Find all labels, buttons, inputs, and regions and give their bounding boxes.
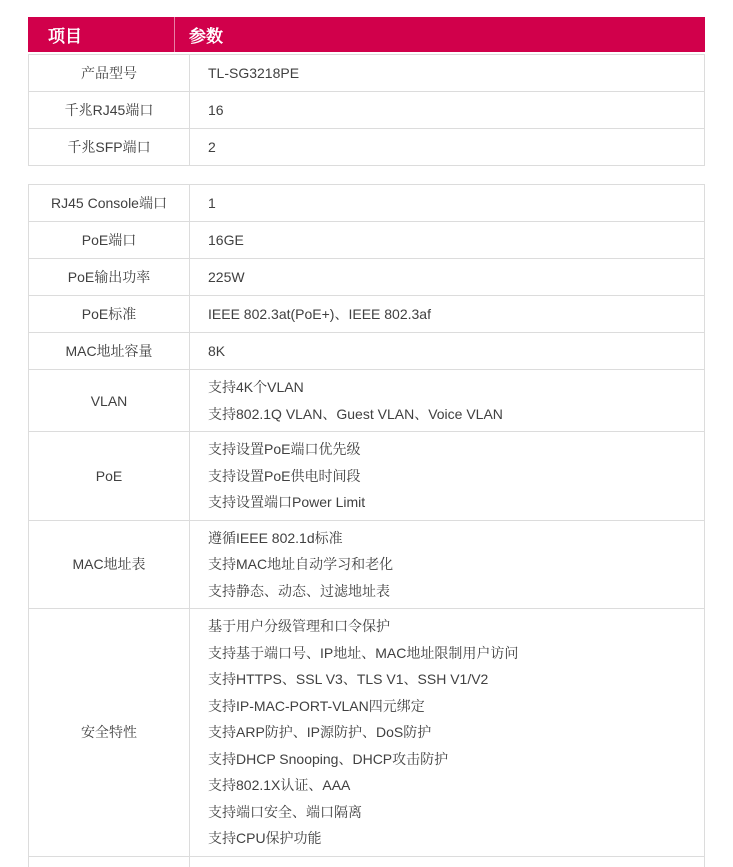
- spec-value-line: 支持基于端口号、IP地址、MAC地址限制用户访问: [208, 644, 519, 661]
- spec-table-header-row: [28, 17, 705, 52]
- spec-row-label: 产品型号: [29, 55, 190, 91]
- spec-row: [29, 296, 704, 333]
- spec-row: [29, 129, 704, 165]
- spec-row-label: VLAN: [29, 370, 190, 431]
- header-param-column-label: 参数: [174, 17, 705, 52]
- spec-row-value: [190, 92, 704, 128]
- spec-row: [29, 333, 704, 370]
- spec-row-value: [190, 129, 704, 165]
- spec-value-line: IEEE 802.3at(PoE+)、IEEE 802.3af: [208, 305, 431, 322]
- spec-value-line: 8K: [208, 342, 226, 359]
- spec-row-value: [190, 259, 704, 295]
- spec-row: [29, 521, 704, 610]
- spec-row: [29, 92, 704, 129]
- spec-row: [29, 55, 704, 92]
- spec-table-features: [28, 184, 705, 857]
- spec-value-line: 2: [208, 138, 216, 155]
- spec-row-label: PoE端口: [29, 222, 190, 258]
- spec-value-line: 支持4K个VLAN: [208, 379, 304, 395]
- spec-value-line: 支持802.1X认证、AAA: [208, 777, 351, 793]
- spec-row-label: PoE: [29, 432, 190, 520]
- spec-value-line: 支持静态、动态、过滤地址表: [208, 582, 390, 599]
- spec-row-label: 千兆SFP端口: [29, 129, 190, 165]
- spec-value-line: 支持设置PoE供电时间段: [208, 467, 361, 484]
- header-item-column-label: 项目: [48, 27, 82, 46]
- spec-value-line: 16GE: [208, 231, 244, 248]
- spec-value-line: 支持802.1Q VLAN、Guest VLAN、Voice VLAN: [208, 405, 503, 422]
- spec-row: [29, 609, 704, 856]
- spec-row: [29, 370, 704, 432]
- spec-value-line: 16: [208, 101, 224, 118]
- spec-row-value: [190, 333, 704, 369]
- spec-value-line: 支持端口安全、端口隔离: [208, 803, 362, 820]
- spec-row-value: [190, 185, 704, 221]
- spec-value-line: 支持MAC地址自动学习和老化: [208, 556, 394, 572]
- spec-value-line: 遵循IEEE 802.1d标准: [208, 529, 343, 546]
- spec-row-label: PoE标准: [29, 296, 190, 332]
- spec-row-value: [190, 609, 704, 856]
- spec-row: [29, 222, 704, 259]
- spec-row: [29, 259, 704, 296]
- spec-value-line: 支持DHCP Snooping、DHCP攻击防护: [208, 750, 449, 767]
- spec-row-value: [190, 55, 704, 91]
- spec-row-label: RJ45 Console端口: [29, 185, 190, 221]
- spec-value-line: 支持设置端口Power Limit: [208, 494, 366, 510]
- spec-table-basic-info: [28, 54, 705, 166]
- spec-value-line: 225W: [208, 268, 245, 285]
- spec-value-line: 支持HTTPS、SSL V3、TLS V1、SSH V1/V2: [208, 671, 489, 687]
- spec-row-label: MAC地址容量: [29, 333, 190, 369]
- spec-row-value: [190, 432, 704, 520]
- spec-row: [29, 185, 704, 222]
- spec-row-value: [190, 521, 704, 609]
- spec-value-line: 支持IP-MAC-PORT-VLAN四元绑定: [208, 697, 425, 714]
- spec-value-line: 支持CPU保护功能: [208, 830, 322, 846]
- spec-row-value: [190, 222, 704, 258]
- spec-value-line: 1: [208, 194, 216, 211]
- spec-value-line: 基于用户分级管理和口令保护: [208, 618, 390, 634]
- spec-row: [29, 432, 704, 521]
- truncated-next-row: [28, 857, 705, 867]
- spec-row-label: 千兆RJ45端口: [29, 92, 190, 128]
- spec-row-value: [190, 370, 704, 431]
- spec-value-line: 支持设置PoE端口优先级: [208, 441, 361, 457]
- spec-row-label: PoE输出功率: [29, 259, 190, 295]
- truncated-label-cell: [29, 857, 190, 867]
- spec-value-line: 支持ARP防护、IP源防护、DoS防护: [208, 724, 432, 740]
- spec-row-label: MAC地址表: [29, 521, 190, 609]
- spec-row-value: [190, 296, 704, 332]
- spec-row-label: 安全特性: [29, 609, 190, 856]
- spec-value-line: TL-SG3218PE: [208, 64, 300, 81]
